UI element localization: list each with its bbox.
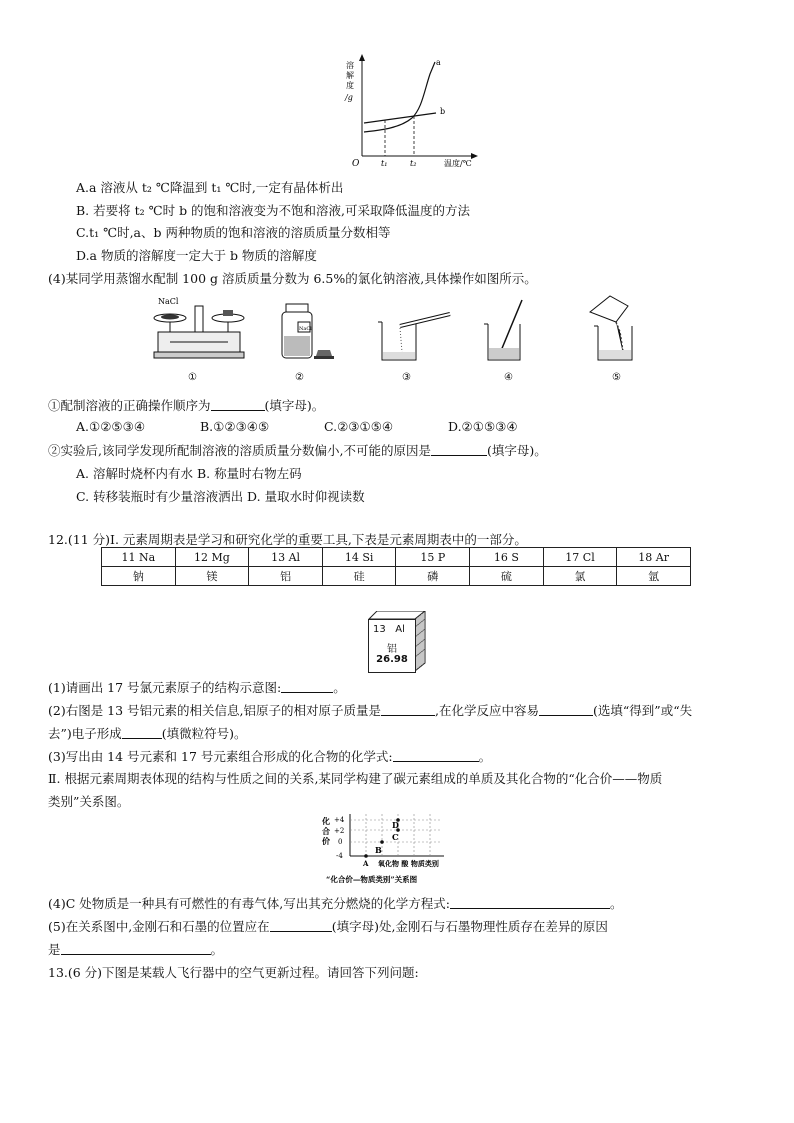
q4-1-option-c: C.②③①⑤④ <box>324 419 394 434</box>
bottle-pour-illustration <box>590 296 632 360</box>
step-3-label: ③ <box>402 372 411 383</box>
q12-5-cont: 是 。 <box>48 942 224 957</box>
reagent-jar-illustration <box>282 304 334 359</box>
table-cell: 13 Al <box>249 548 323 567</box>
q12-2: (2)右图是 13 号铝元素的相关信息,铝原子的相对原子质量是 ,在化学反应中容易 (选填“得到”或“失 <box>48 703 693 718</box>
curve-b <box>364 113 436 123</box>
jar-label: NaCl <box>299 326 312 332</box>
chart-caption: “化合价—物质类别”关系图 <box>326 875 418 884</box>
table-cell: 17 Cl <box>543 548 617 567</box>
x-categories: 氧化物 酸 物质类别 <box>378 859 439 868</box>
table-row <box>102 567 691 586</box>
label-b: B <box>375 845 382 855</box>
stirring-illustration <box>484 300 522 360</box>
q3-option-d: D.a 物质的溶解度一定大于 b 物质的溶解度 <box>76 248 317 263</box>
x-axis-arrow <box>471 153 478 159</box>
q4-stem: (4)某同学用蒸馏水配制 100 g 溶质质量分数为 6.5%的氯化钠溶液,具体操作如图所示。 <box>48 271 537 286</box>
y-label-2: 合 <box>322 826 330 836</box>
table-cell: 镁 <box>175 567 249 586</box>
y-axis-arrow <box>359 54 365 61</box>
tick-zero: 0 <box>338 838 343 846</box>
q12-part2-line1: Ⅱ. 根据元素周期表体现的结构与性质之间的关系,某同学构建了碳元素组成的单质及其化合物的“化合价——物质 <box>48 771 663 786</box>
answer-blank[interactable] <box>381 703 435 716</box>
q4-1-option-a: A.①②⑤③④ <box>76 419 146 434</box>
q3-option-c: C.t₁ ℃时,a、b 两种物质的饱和溶液的溶质质量分数相等 <box>76 225 391 240</box>
tick-plus2: +2 <box>334 827 345 835</box>
element-symbol: Al <box>395 624 405 635</box>
balance-illustration <box>154 297 244 358</box>
y-label-2: 解 <box>346 71 354 80</box>
table-cell: 18 Ar <box>617 548 691 567</box>
tick-plus4: +4 <box>334 816 345 824</box>
q4-1-options <box>76 419 518 434</box>
atomic-number: 13 <box>373 624 386 635</box>
x-axis-label: 温度/℃ <box>444 159 472 168</box>
q4-1-stem: ①配制溶液的正确操作顺序为 (填字母)。 <box>48 398 325 413</box>
curve-b-label: b <box>440 107 446 116</box>
q3-option-b: B. 若要将 t₂ ℃时 b 的饱和溶液变为不饱和溶液,可采取降低温度的方法 <box>76 203 471 218</box>
table-cell: 硫 <box>470 567 544 586</box>
atomic-mass: 26.98 <box>376 654 408 665</box>
q12-header: 12.(11 分)Ⅰ. 元素周期表是学习和研究化学的重要工具,下表是元素周期表中的一部分。 <box>48 532 527 547</box>
table-cell: 12 Mg <box>175 548 249 567</box>
q3-option-a: A.a 溶液从 t₂ ℃降温到 t₁ ℃时,一定有晶体析出 <box>76 180 344 195</box>
q12-part2-line2: 类别”关系图。 <box>48 794 130 809</box>
answer-blank[interactable] <box>61 942 211 955</box>
lab-procedure-figure <box>150 292 650 388</box>
tick-minus4: -4 <box>336 852 343 860</box>
answer-blank[interactable] <box>431 443 487 456</box>
label-a: A <box>363 859 369 868</box>
pouring-illustration <box>378 314 450 360</box>
q4-2-stem: ②实验后,该同学发现所配制溶液的溶质质量分数偏小,不可能的原因是 (填字母)。 <box>48 443 547 458</box>
table-cell: 15 P <box>396 548 470 567</box>
label-d: D <box>392 820 399 830</box>
table-row <box>102 548 691 567</box>
q4-1-option-b: B.①②③④⑤ <box>200 419 270 434</box>
q12-3: (3)写出由 14 号元素和 17 号元素组合形成的化合物的化学式: 。 <box>48 749 492 764</box>
table-cell: 钠 <box>102 567 176 586</box>
y-label-3: 度 <box>346 81 354 90</box>
q4-2-options-1: A. 溶解时烧杯内有水 B. 称量时右物左码 <box>76 466 302 481</box>
step-1-label: ① <box>188 372 197 383</box>
q12-2-cont: 去”)电子形成 (填微粒符号)。 <box>48 726 247 741</box>
answer-blank[interactable] <box>450 896 610 909</box>
t1-label: t₁ <box>381 159 388 168</box>
answer-blank[interactable] <box>270 919 332 932</box>
table-cell: 14 Si <box>322 548 396 567</box>
step-2-label: ② <box>295 372 304 383</box>
answer-blank[interactable] <box>393 749 479 762</box>
q4-2-options-2: C. 转移装瓶时有少量溶液洒出 D. 量取水时仰视读数 <box>76 489 365 504</box>
table-cell: 铝 <box>249 567 323 586</box>
nacl-label: NaCl <box>158 297 179 306</box>
t2-label: t₂ <box>410 159 417 168</box>
table-cell: 磷 <box>396 567 470 586</box>
table-cell: 16 S <box>470 548 544 567</box>
origin-label: O <box>352 159 360 169</box>
q12-4: (4)C 处物质是一种具有可燃性的有毒气体,写出其充分燃烧的化学方程式: 。 <box>48 896 623 911</box>
valence-category-chart <box>312 812 492 888</box>
element-name: 铝 <box>387 644 397 655</box>
table-cell: 硅 <box>322 567 396 586</box>
q12-5: (5)在关系图中,金刚石和石墨的位置应在 (填字母)处,金刚石与石墨物理性质存在差异的原因 <box>48 919 608 934</box>
q4-1-option-d: D.②①⑤③④ <box>448 419 518 434</box>
table-cell: 氩 <box>617 567 691 586</box>
solubility-chart <box>340 52 490 170</box>
periodic-table-strip <box>101 547 691 586</box>
q12-1: (1)请画出 17 号氯元素原子的结构示意图: 。 <box>48 680 346 695</box>
step-5-label: ⑤ <box>612 372 621 383</box>
point-a <box>364 854 368 858</box>
answer-blank[interactable] <box>539 703 593 716</box>
y-label-1: 化 <box>322 816 330 826</box>
step-4-label: ④ <box>504 372 513 383</box>
label-c: C <box>392 832 399 842</box>
table-cell: 11 Na <box>102 548 176 567</box>
aluminum-element-tile <box>368 611 428 673</box>
table-cell: 氯 <box>543 567 617 586</box>
curve-a-label: a <box>436 58 441 67</box>
tile-face <box>368 619 416 673</box>
answer-blank[interactable] <box>211 398 265 411</box>
answer-blank[interactable] <box>281 680 333 693</box>
y-label-3: 价 <box>322 836 330 846</box>
y-label-4: /g <box>345 93 353 102</box>
y-label-1: 溶 <box>346 61 354 70</box>
q13-header: 13.(6 分)下图是某载人飞行器中的空气更新过程。请回答下列问题: <box>48 965 419 980</box>
point-b <box>380 840 384 844</box>
answer-blank[interactable] <box>122 726 162 739</box>
